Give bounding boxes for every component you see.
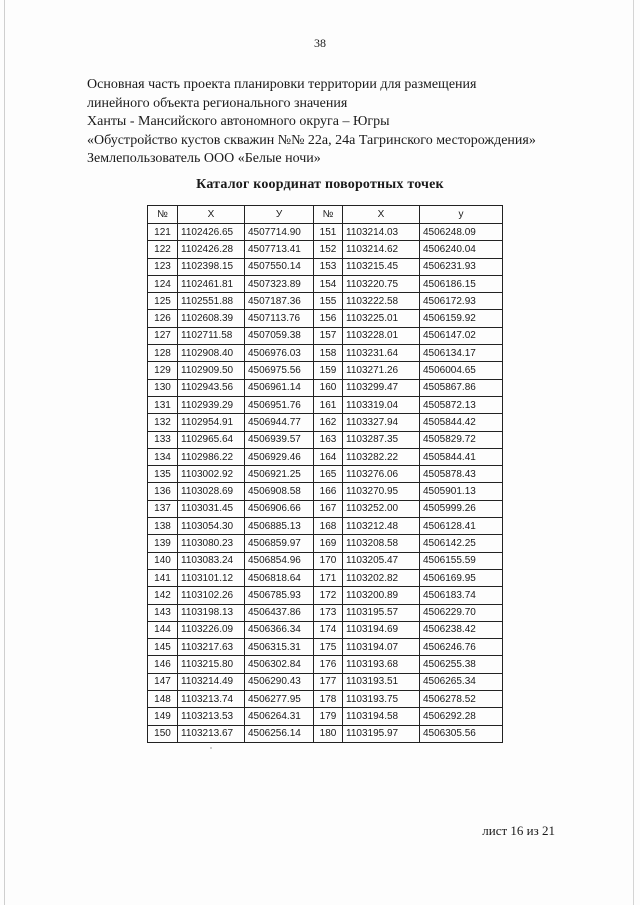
point-number-cell: 146 [148, 656, 178, 673]
point-number-cell: 143 [148, 604, 178, 621]
y-coordinate-cell: 4506302.84 [245, 656, 314, 673]
y-coordinate-cell: 4506246.76 [420, 639, 503, 656]
table-row [148, 569, 503, 586]
column-header-number: № [148, 206, 178, 224]
table-row [148, 621, 503, 638]
point-number-cell: 178 [314, 691, 343, 708]
table-row [148, 362, 503, 379]
x-coordinate-cell: 1103193.75 [343, 691, 420, 708]
point-number-cell: 176 [314, 656, 343, 673]
coordinates-table-body [148, 224, 503, 743]
table-row [148, 431, 503, 448]
x-coordinate-cell: 1102943.56 [178, 379, 245, 396]
y-coordinate-cell: 4506147.02 [420, 327, 503, 344]
y-coordinate-cell: 4506315.31 [245, 639, 314, 656]
x-coordinate-cell: 1103222.58 [343, 293, 420, 310]
point-number-cell: 137 [148, 500, 178, 517]
x-coordinate-cell: 1102551.88 [178, 293, 245, 310]
x-coordinate-cell: 1103213.67 [178, 725, 245, 742]
catalog-title: Каталог координат поворотных точек [196, 177, 444, 192]
x-coordinate-cell: 1103194.58 [343, 708, 420, 725]
x-coordinate-cell: 1103193.51 [343, 673, 420, 690]
x-coordinate-cell: 1103231.64 [343, 345, 420, 362]
x-coordinate-cell: 1103319.04 [343, 396, 420, 413]
x-coordinate-cell: 1103228.01 [343, 327, 420, 344]
x-coordinate-cell: 1103226.09 [178, 621, 245, 638]
table-row [148, 500, 503, 517]
scan-edge-right [633, 0, 634, 905]
y-coordinate-cell: 4506159.92 [420, 310, 503, 327]
point-number-cell: 127 [148, 327, 178, 344]
point-number-cell: 148 [148, 691, 178, 708]
point-number-cell: 180 [314, 725, 343, 742]
y-coordinate-cell: 4506818.64 [245, 569, 314, 586]
x-coordinate-cell: 1103299.47 [343, 379, 420, 396]
sheet-footer: лист 16 из 21 [482, 823, 555, 838]
point-number-cell: 136 [148, 483, 178, 500]
y-coordinate-cell: 4505901.13 [420, 483, 503, 500]
header-line: Землепользователь ООО «Белые ночи» [87, 151, 321, 166]
point-number-cell: 134 [148, 448, 178, 465]
point-number-cell: 168 [314, 518, 343, 535]
x-coordinate-cell: 1103101.12 [178, 569, 245, 586]
x-coordinate-cell: 1103202.82 [343, 569, 420, 586]
point-number-cell: 154 [314, 275, 343, 292]
header-line: Ханты - Мансийского автономного округа – Югры [87, 114, 390, 129]
point-number-cell: 157 [314, 327, 343, 344]
y-coordinate-cell: 4506908.58 [245, 483, 314, 500]
point-number-cell: 132 [148, 414, 178, 431]
x-coordinate-cell: 1102939.29 [178, 396, 245, 413]
y-coordinate-cell: 4505878.43 [420, 466, 503, 483]
document-header [87, 76, 536, 169]
y-coordinate-cell: 4506186.15 [420, 275, 503, 292]
scan-speck [210, 747, 212, 749]
y-coordinate-cell: 4506366.34 [245, 621, 314, 638]
point-number-cell: 173 [314, 604, 343, 621]
scan-edge-left [4, 0, 5, 905]
y-coordinate-cell: 4507713.41 [245, 241, 314, 258]
point-number-cell: 128 [148, 345, 178, 362]
point-number-cell: 153 [314, 258, 343, 275]
coordinates-table [147, 205, 503, 743]
x-coordinate-cell: 1103193.68 [343, 656, 420, 673]
y-coordinate-cell: 4506238.42 [420, 621, 503, 638]
point-number-cell: 125 [148, 293, 178, 310]
x-coordinate-cell: 1102426.65 [178, 224, 245, 241]
column-header-x: X [343, 206, 420, 224]
y-coordinate-cell: 4506961.14 [245, 379, 314, 396]
y-coordinate-cell: 4506231.93 [420, 258, 503, 275]
y-coordinate-cell: 4506004.65 [420, 362, 503, 379]
point-number-cell: 163 [314, 431, 343, 448]
y-coordinate-cell: 4505844.41 [420, 448, 503, 465]
column-header-x: X [178, 206, 245, 224]
x-coordinate-cell: 1103213.53 [178, 708, 245, 725]
point-number-cell: 155 [314, 293, 343, 310]
y-coordinate-cell: 4506921.25 [245, 466, 314, 483]
table-row [148, 673, 503, 690]
x-coordinate-cell: 1103200.89 [343, 587, 420, 604]
y-coordinate-cell: 4505872.13 [420, 396, 503, 413]
point-number-cell: 126 [148, 310, 178, 327]
x-coordinate-cell: 1103252.00 [343, 500, 420, 517]
point-number-cell: 150 [148, 725, 178, 742]
point-number-cell: 151 [314, 224, 343, 241]
y-coordinate-cell: 4506975.56 [245, 362, 314, 379]
table-row [148, 275, 503, 292]
table-row [148, 224, 503, 241]
point-number-cell: 124 [148, 275, 178, 292]
table-row [148, 241, 503, 258]
y-coordinate-cell: 4506939.57 [245, 431, 314, 448]
x-coordinate-cell: 1102909.50 [178, 362, 245, 379]
point-number-cell: 162 [314, 414, 343, 431]
x-coordinate-cell: 1103282.22 [343, 448, 420, 465]
y-coordinate-cell: 4506264.31 [245, 708, 314, 725]
x-coordinate-cell: 1102608.39 [178, 310, 245, 327]
y-coordinate-cell: 4505829.72 [420, 431, 503, 448]
x-coordinate-cell: 1103194.07 [343, 639, 420, 656]
y-coordinate-cell: 4507059.38 [245, 327, 314, 344]
y-coordinate-cell: 4506944.77 [245, 414, 314, 431]
page-number: 38 [314, 36, 326, 50]
table-row [148, 327, 503, 344]
y-coordinate-cell: 4506255.38 [420, 656, 503, 673]
table-row [148, 448, 503, 465]
table-row [148, 691, 503, 708]
y-coordinate-cell: 4506169.95 [420, 569, 503, 586]
x-coordinate-cell: 1102711.58 [178, 327, 245, 344]
y-coordinate-cell: 4506128.41 [420, 518, 503, 535]
point-number-cell: 160 [314, 379, 343, 396]
table-row [148, 552, 503, 569]
x-coordinate-cell: 1103287.35 [343, 431, 420, 448]
point-number-cell: 129 [148, 362, 178, 379]
table-row [148, 396, 503, 413]
table-row [148, 518, 503, 535]
header-line: линейного объекта регионального значения [87, 95, 348, 111]
y-coordinate-cell: 4505999.26 [420, 500, 503, 517]
point-number-cell: 149 [148, 708, 178, 725]
y-coordinate-cell: 4506906.66 [245, 500, 314, 517]
y-coordinate-cell: 4506240.04 [420, 241, 503, 258]
x-coordinate-cell: 1103083.24 [178, 552, 245, 569]
point-number-cell: 152 [314, 241, 343, 258]
x-coordinate-cell: 1102398.15 [178, 258, 245, 275]
y-coordinate-cell: 4506785.93 [245, 587, 314, 604]
x-coordinate-cell: 1103220.75 [343, 275, 420, 292]
y-coordinate-cell: 4507187.36 [245, 293, 314, 310]
table-row [148, 604, 503, 621]
x-coordinate-cell: 1103214.62 [343, 241, 420, 258]
point-number-cell: 135 [148, 466, 178, 483]
point-number-cell: 144 [148, 621, 178, 638]
column-header-y: У [245, 206, 314, 224]
point-number-cell: 156 [314, 310, 343, 327]
table-row [148, 293, 503, 310]
x-coordinate-cell: 1103002.92 [178, 466, 245, 483]
x-coordinate-cell: 1103208.58 [343, 535, 420, 552]
y-coordinate-cell: 4505844.42 [420, 414, 503, 431]
table-row [148, 656, 503, 673]
point-number-cell: 170 [314, 552, 343, 569]
point-number-cell: 147 [148, 673, 178, 690]
y-coordinate-cell: 4506248.09 [420, 224, 503, 241]
x-coordinate-cell: 1102426.28 [178, 241, 245, 258]
y-coordinate-cell: 4506155.59 [420, 552, 503, 569]
y-coordinate-cell: 4506859.97 [245, 535, 314, 552]
x-coordinate-cell: 1103217.63 [178, 639, 245, 656]
point-number-cell: 138 [148, 518, 178, 535]
y-coordinate-cell: 4506183.74 [420, 587, 503, 604]
table-row [148, 466, 503, 483]
x-coordinate-cell: 1103080.23 [178, 535, 245, 552]
y-coordinate-cell: 4506277.95 [245, 691, 314, 708]
column-header-y: у [420, 206, 503, 224]
y-coordinate-cell: 4507714.90 [245, 224, 314, 241]
x-coordinate-cell: 1102954.91 [178, 414, 245, 431]
point-number-cell: 175 [314, 639, 343, 656]
point-number-cell: 159 [314, 362, 343, 379]
y-coordinate-cell: 4506172.93 [420, 293, 503, 310]
x-coordinate-cell: 1103215.80 [178, 656, 245, 673]
x-coordinate-cell: 1103198.13 [178, 604, 245, 621]
table-row [148, 345, 503, 362]
table-row [148, 258, 503, 275]
x-coordinate-cell: 1103225.01 [343, 310, 420, 327]
table-row [148, 379, 503, 396]
point-number-cell: 145 [148, 639, 178, 656]
point-number-cell: 123 [148, 258, 178, 275]
x-coordinate-cell: 1103195.97 [343, 725, 420, 742]
x-coordinate-cell: 1103271.26 [343, 362, 420, 379]
header-line: «Обустройство кустов скважин №№ 22а, 24а Тагринского месторождения» [87, 132, 536, 148]
x-coordinate-cell: 1103028.69 [178, 483, 245, 500]
y-coordinate-cell: 4505867.86 [420, 379, 503, 396]
point-number-cell: 140 [148, 552, 178, 569]
x-coordinate-cell: 1103054.30 [178, 518, 245, 535]
table-row [148, 535, 503, 552]
table-header-row [148, 206, 503, 224]
point-number-cell: 141 [148, 569, 178, 586]
y-coordinate-cell: 4506229.70 [420, 604, 503, 621]
point-number-cell: 161 [314, 396, 343, 413]
x-coordinate-cell: 1103195.57 [343, 604, 420, 621]
y-coordinate-cell: 4506290.43 [245, 673, 314, 690]
table-row [148, 414, 503, 431]
x-coordinate-cell: 1103215.45 [343, 258, 420, 275]
table-row [148, 639, 503, 656]
point-number-cell: 174 [314, 621, 343, 638]
x-coordinate-cell: 1103102.26 [178, 587, 245, 604]
point-number-cell: 142 [148, 587, 178, 604]
x-coordinate-cell: 1102908.40 [178, 345, 245, 362]
x-coordinate-cell: 1103214.49 [178, 673, 245, 690]
y-coordinate-cell: 4506929.46 [245, 448, 314, 465]
y-coordinate-cell: 4506305.56 [420, 725, 503, 742]
x-coordinate-cell: 1103213.74 [178, 691, 245, 708]
point-number-cell: 172 [314, 587, 343, 604]
x-coordinate-cell: 1103205.47 [343, 552, 420, 569]
point-number-cell: 171 [314, 569, 343, 586]
point-number-cell: 179 [314, 708, 343, 725]
point-number-cell: 139 [148, 535, 178, 552]
y-coordinate-cell: 4506142.25 [420, 535, 503, 552]
point-number-cell: 169 [314, 535, 343, 552]
y-coordinate-cell: 4507550.14 [245, 258, 314, 275]
point-number-cell: 177 [314, 673, 343, 690]
table-row [148, 587, 503, 604]
header-line: Основная часть проекта планировки территории для размещения [87, 77, 477, 92]
y-coordinate-cell: 4506976.03 [245, 345, 314, 362]
x-coordinate-cell: 1103214.03 [343, 224, 420, 241]
y-coordinate-cell: 4506885.13 [245, 518, 314, 535]
table-row [148, 708, 503, 725]
y-coordinate-cell: 4506951.76 [245, 396, 314, 413]
point-number-cell: 167 [314, 500, 343, 517]
point-number-cell: 131 [148, 396, 178, 413]
y-coordinate-cell: 4506256.14 [245, 725, 314, 742]
x-coordinate-cell: 1102986.22 [178, 448, 245, 465]
x-coordinate-cell: 1102965.64 [178, 431, 245, 448]
point-number-cell: 158 [314, 345, 343, 362]
point-number-cell: 133 [148, 431, 178, 448]
x-coordinate-cell: 1103194.69 [343, 621, 420, 638]
x-coordinate-cell: 1103270.95 [343, 483, 420, 500]
y-coordinate-cell: 4507323.89 [245, 275, 314, 292]
x-coordinate-cell: 1102461.81 [178, 275, 245, 292]
x-coordinate-cell: 1103031.45 [178, 500, 245, 517]
point-number-cell: 165 [314, 466, 343, 483]
y-coordinate-cell: 4506437.86 [245, 604, 314, 621]
y-coordinate-cell: 4506134.17 [420, 345, 503, 362]
point-number-cell: 164 [314, 448, 343, 465]
table-row [148, 483, 503, 500]
point-number-cell: 121 [148, 224, 178, 241]
x-coordinate-cell: 1103276.06 [343, 466, 420, 483]
point-number-cell: 122 [148, 241, 178, 258]
point-number-cell: 166 [314, 483, 343, 500]
y-coordinate-cell: 4506265.34 [420, 673, 503, 690]
y-coordinate-cell: 4506292.28 [420, 708, 503, 725]
x-coordinate-cell: 1103212.48 [343, 518, 420, 535]
table-row [148, 310, 503, 327]
point-number-cell: 130 [148, 379, 178, 396]
x-coordinate-cell: 1103327.94 [343, 414, 420, 431]
y-coordinate-cell: 4506854.96 [245, 552, 314, 569]
y-coordinate-cell: 4506278.52 [420, 691, 503, 708]
table-row [148, 725, 503, 742]
y-coordinate-cell: 4507113.76 [245, 310, 314, 327]
column-header-number: № [314, 206, 343, 224]
